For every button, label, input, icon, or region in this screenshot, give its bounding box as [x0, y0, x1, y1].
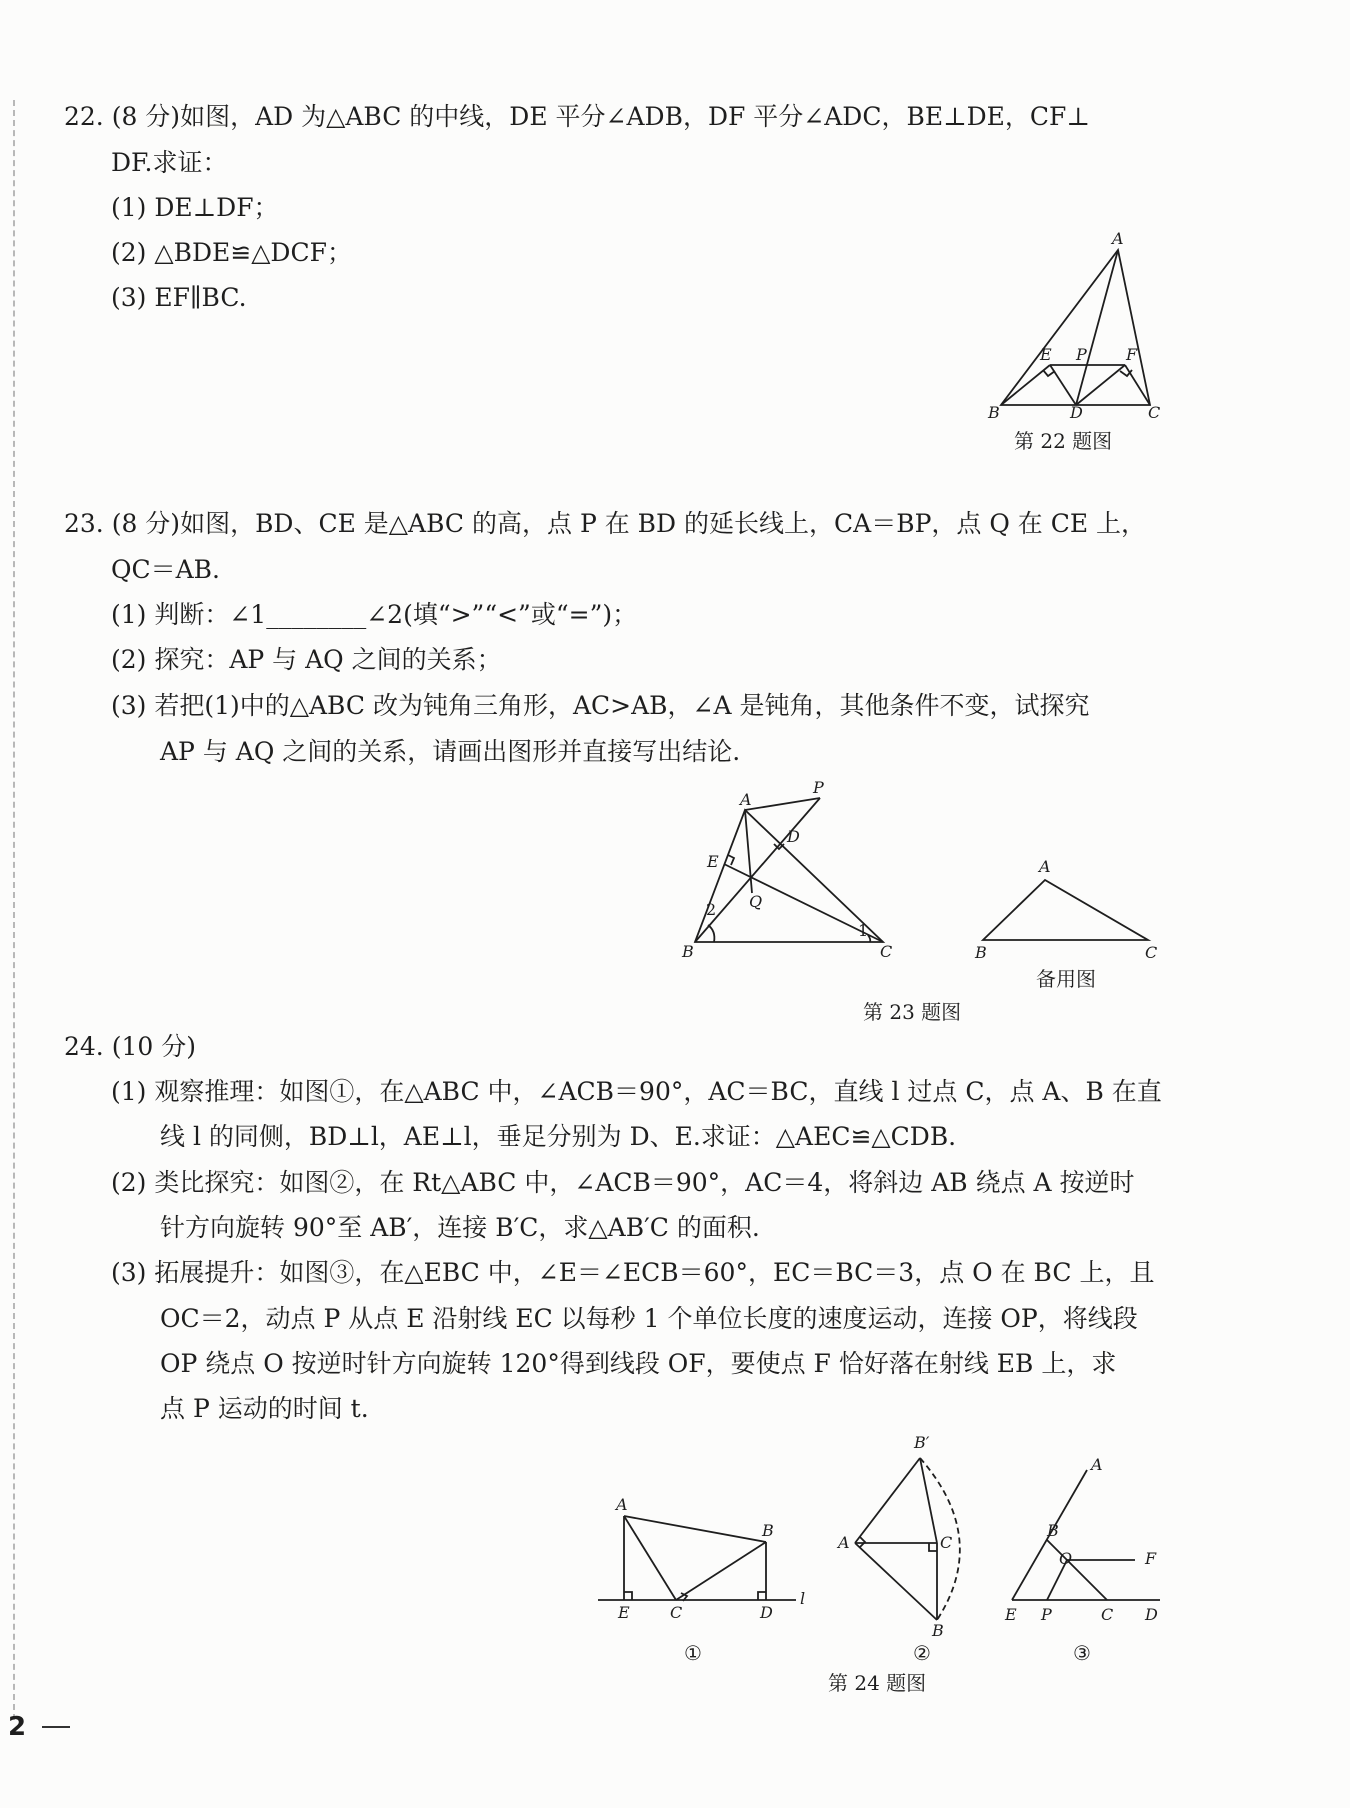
q24-f2-label-c: C: [940, 1533, 953, 1552]
q24-f2-label-b-prime: B′: [914, 1433, 930, 1452]
q22-label-c: C: [1148, 403, 1161, 422]
q24-figure-1-label: ①: [684, 1641, 702, 1665]
q23-stem-line2: QC＝AB.: [111, 555, 220, 584]
q23-spare-triangle: [983, 880, 1148, 940]
q24-figure-3: [995, 1450, 1175, 1635]
q23-spare-label-b: B: [975, 943, 987, 962]
q23-spare-label: 备用图: [1036, 967, 1096, 991]
q23-label-q: Q: [749, 892, 763, 911]
q24-f3-label-e: E: [1005, 1605, 1017, 1624]
q23-part1: (1) 判断：∠1________∠2(填“>”“<”或“=”)；: [111, 600, 638, 629]
q24-f1-label-a: A: [616, 1495, 628, 1514]
q24-f3-label-c: C: [1101, 1605, 1114, 1624]
q24-f3-segment-bc: [1047, 1540, 1107, 1600]
q22-caption: 第 22 题图: [1014, 429, 1113, 453]
q23-part3-line2: AP 与 AQ 之间的关系，请画出图形并直接写出结论.: [160, 737, 741, 766]
q22-label-a: A: [1112, 229, 1124, 248]
q24-f1-right-angle-e: [624, 1592, 632, 1600]
q24-f1-label-e: E: [618, 1603, 630, 1622]
q24-f3-label-o: O: [1059, 1549, 1073, 1568]
q24-part3-line4: 点 P 运动的时间 t.: [160, 1394, 369, 1423]
q24-figure-3-label: ③: [1073, 1641, 1091, 1665]
q22-stem-line2: DF.求证：: [111, 148, 228, 177]
q24-figure-2-label: ②: [913, 1641, 931, 1665]
q22-part3: (3) EF∥BC.: [111, 283, 247, 312]
q23-segment-ap: [745, 798, 820, 810]
q24-f3-label-d: D: [1145, 1605, 1158, 1624]
q23-stem-line1: 23. (8 分)如图，BD、CE 是△ABC 的高，点 P 在 BD 的延长线上，CA＝BP，点 Q 在 CE 上，: [64, 509, 1147, 538]
q24-f2-segment-b-prime-c: [920, 1458, 937, 1543]
q22-figure: [980, 230, 1180, 420]
q24-part2-line1: (2) 类比探究：如图②，在 Rt△ABC 中，∠ACB＝90°，AC＝4，将斜边 AB 绕点 A 按逆时: [111, 1168, 1135, 1197]
q23-label-a: A: [740, 790, 752, 809]
q23-right-angle-e: [728, 855, 734, 865]
q24-f2-right-angle-a: [860, 1537, 865, 1547]
page-number-dash: [42, 1726, 70, 1728]
q24-figure-2: [830, 1428, 980, 1638]
q24-f1-label-l: l: [800, 1589, 806, 1608]
q22-part2: (2) △BDE≌△DCF；: [111, 238, 352, 267]
q23-label-c: C: [880, 942, 893, 961]
q24-f2-right-angle-c: [929, 1543, 937, 1551]
page-number: 2: [8, 1712, 27, 1742]
q24-f1-segment-ac: [624, 1516, 676, 1600]
q22-label-f: F: [1126, 345, 1138, 364]
q23-label-e: E: [707, 852, 719, 871]
q24-f3-label-f: F: [1145, 1549, 1157, 1568]
q24-f2-segment-ab-prime: [855, 1458, 920, 1543]
q23-figure-spare: [965, 850, 1175, 960]
q24-part3-line1: (3) 拓展提升：如图③，在△EBC 中，∠E＝∠ECB＝60°，EC＝BC＝3，点 O 在 BC 上，且: [111, 1258, 1155, 1287]
q23-spare-label-c: C: [1145, 943, 1158, 962]
q22-segment-df: [1076, 365, 1125, 405]
q22-segment-be: [1001, 365, 1050, 405]
q24-f1-right-angle-d: [758, 1592, 766, 1600]
q22-label-e: E: [1040, 345, 1052, 364]
q22-label-d: D: [1070, 403, 1083, 422]
q23-label-angle1: 1: [858, 921, 869, 940]
q23-part2: (2) 探究：AP 与 AQ 之间的关系；: [111, 645, 502, 674]
q22-triangle-abc: [1001, 250, 1150, 405]
q22-median-ad: [1076, 250, 1118, 405]
q24-f3-label-b: B: [1047, 1521, 1059, 1540]
q24-f2-label-b: B: [932, 1621, 944, 1640]
binding-margin-line: [13, 100, 15, 1720]
q24-part3-line2: OC＝2，动点 P 从点 E 沿射线 EC 以每秒 1 个单位长度的速度运动，连接 OP，将线段: [160, 1304, 1138, 1333]
q23-label-d: D: [787, 827, 800, 846]
q24-f1-segment-ab: [624, 1516, 766, 1542]
q22-stem-line1: 22. (8 分)如图，AD 为△ABC 的中线，DE 平分∠ADB，DF 平分∠ADC，BE⊥DE，CF⊥: [64, 102, 1090, 131]
q24-f1-label-d: D: [760, 1603, 773, 1622]
q24-stem: 24. (10 分): [64, 1032, 196, 1061]
q23-spare-label-a: A: [1039, 857, 1051, 876]
q23-part3-line1: (3) 若把(1)中的△ABC 改为钝角三角形，AC>AB，∠A 是钝角，其他条件不变，试探究: [111, 691, 1090, 720]
q22-right-angle-f: [1120, 370, 1132, 376]
q23-label-b: B: [682, 942, 694, 961]
q23-angle2-arc: [708, 925, 714, 942]
q24-f2-label-a: A: [838, 1533, 850, 1552]
q24-f1-label-c: C: [670, 1603, 683, 1622]
q24-f3-label-p: P: [1041, 1605, 1052, 1624]
q24-f1-segment-cb: [676, 1542, 766, 1600]
q23-caption: 第 23 题图: [863, 1000, 962, 1024]
q23-label-p: P: [813, 778, 824, 797]
q24-part3-line3: OP 绕点 O 按逆时针方向旋转 120°得到线段 OF，要使点 F 恰好落在射线 EB 上，求: [160, 1349, 1117, 1378]
q24-f3-label-a: A: [1091, 1455, 1103, 1474]
q24-part1-line1: (1) 观察推理：如图①，在△ABC 中，∠ACB＝90°，AC＝BC，直线 l 过点 C，点 A、B 在直: [111, 1077, 1162, 1106]
q22-part1: (1) DE⊥DF；: [111, 193, 279, 222]
q24-f2-segment-ab: [855, 1543, 937, 1620]
q24-part2-line2: 针方向旋转 90°至 AB′，连接 B′C，求△AB′C 的面积.: [160, 1213, 760, 1242]
q24-part1-line2: 线 l 的同侧，BD⊥l，AE⊥l，垂足分别为 D、E.求证：△AEC≌△CDB.: [160, 1122, 957, 1151]
q22-label-b: B: [988, 403, 1000, 422]
q22-label-p: P: [1076, 345, 1087, 364]
q24-caption: 第 24 题图: [828, 1671, 927, 1695]
q23-figure-main: [670, 775, 910, 965]
q23-label-angle2: 2: [706, 900, 717, 919]
q24-f1-label-b: B: [762, 1521, 774, 1540]
q24-figure-1: [590, 1490, 820, 1630]
